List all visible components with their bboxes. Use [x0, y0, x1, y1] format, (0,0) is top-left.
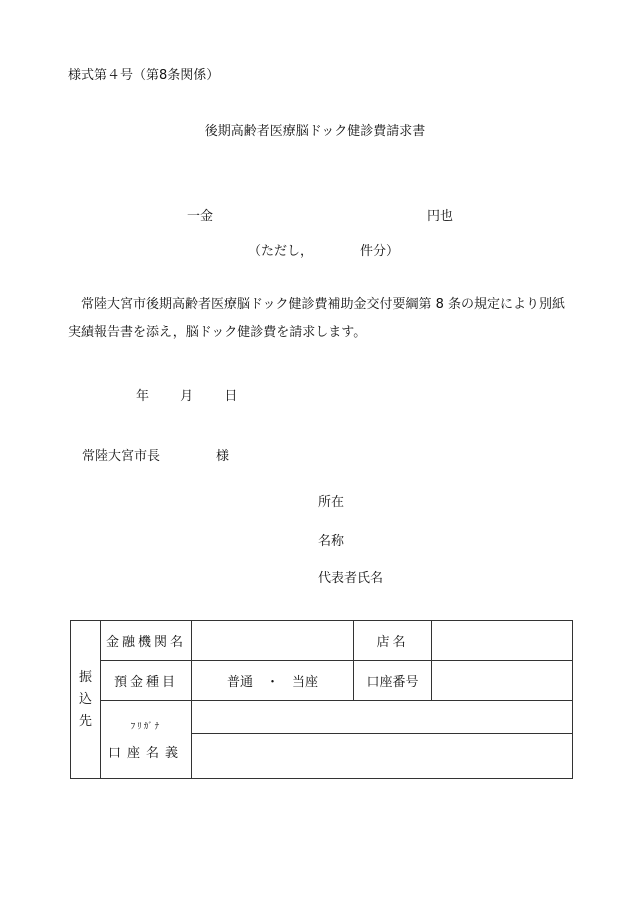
branch-label: 店名: [354, 621, 432, 661]
addressee-suffix: 様: [216, 449, 230, 464]
note-close: 件分）: [360, 244, 400, 259]
bank-name-field[interactable]: [192, 621, 354, 661]
date-year-label: 年: [136, 389, 150, 404]
transfer-destination-label: 振 込 先: [71, 621, 101, 779]
date-row: [136, 385, 237, 404]
amount-suffix: 円也: [427, 209, 454, 224]
bank-name-label: 金融機関名: [101, 621, 192, 661]
amount-prefix: 一金: [187, 209, 214, 224]
applicant-name-label: 名称: [318, 534, 345, 549]
applicant-location-label: 所在: [318, 495, 345, 510]
addressee-name: 常陸大宮市長: [82, 449, 161, 464]
date-month-label: 月: [180, 389, 194, 404]
account-holder-furigana-field[interactable]: [192, 701, 573, 734]
account-number-field[interactable]: [432, 661, 573, 701]
applicant-representative-label: 代表者氏名: [318, 571, 384, 586]
note-open: （ただし，: [248, 244, 314, 259]
request-body-text: 常陸大宮市後期高齢者医療脳ドック健診費補助金交付要綱第 8 条の規定により別紙実績報告書を添え，脳ドック健診費を請求します。: [68, 297, 566, 340]
furigana-label: ﾌﾘｶﾞﾅ: [130, 721, 162, 732]
account-holder-label-cell: [101, 701, 192, 779]
account-number-label: 口座番号: [354, 661, 432, 701]
deposit-type-label: 預金種目: [101, 661, 192, 701]
deposit-type-options[interactable]: 普通 ・ 当座: [192, 661, 354, 701]
form-number: 様式第４号（第8条関係）: [68, 68, 220, 83]
branch-field[interactable]: [432, 621, 573, 661]
account-holder-name-field[interactable]: [192, 734, 573, 779]
document-title: 後期高齢者医療脳ドック健診費請求書: [204, 124, 426, 139]
bank-transfer-table: [70, 620, 573, 779]
account-holder-label: 口座名義: [107, 745, 184, 761]
date-day-label: 日: [224, 389, 238, 404]
